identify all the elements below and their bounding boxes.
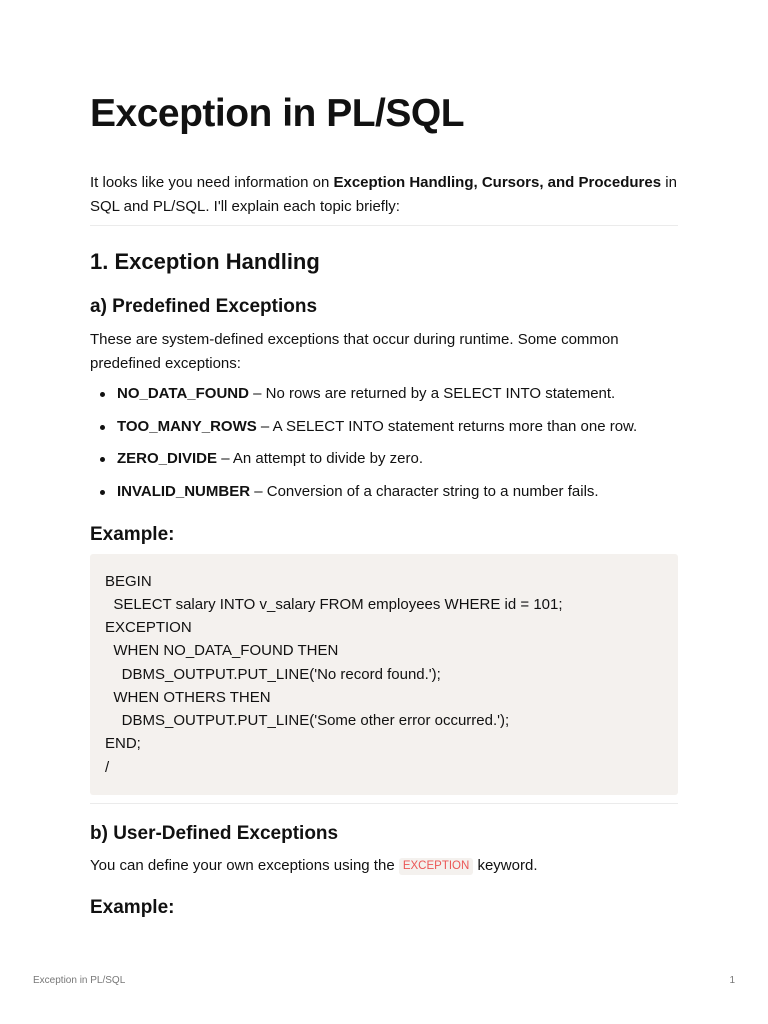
exception-description: – A SELECT INTO statement returns more than one row. (256, 417, 638, 435)
page-number: 1 (729, 975, 735, 986)
section-heading-exception-handling: 1. Exception Handling (90, 249, 320, 274)
code-line: END; (105, 735, 141, 752)
exception-description: – No rows are returned by a SELECT INTO statement. (248, 385, 616, 402)
intro-text-before: It looks like you need information on (90, 174, 334, 191)
bullet-icon (100, 457, 105, 462)
list-item (90, 384, 678, 417)
footer-title: Exception in PL/SQL (33, 975, 126, 986)
example-heading: Example: (90, 524, 175, 545)
exception-name: ZERO_DIVIDE (117, 450, 218, 468)
code-line: EXCEPTION (105, 619, 192, 636)
code-line: DBMS_OUTPUT.PUT_LINE('Some other error occurred.'); (105, 712, 510, 729)
code-line: WHEN NO_DATA_FOUND THEN (105, 642, 339, 659)
exception-name: INVALID_NUMBER (117, 483, 251, 501)
code-line: / (105, 759, 110, 776)
intro-bold-topics: Exception Handling, Cursors, and Procedures (333, 174, 662, 191)
inline-code-exception: EXCEPTION (399, 858, 473, 875)
code-line: DBMS_OUTPUT.PUT_LINE('No record found.'); (105, 666, 441, 683)
code-line: BEGIN (105, 573, 152, 590)
intro-paragraph (90, 171, 678, 218)
exception-name: TOO_MANY_ROWS (117, 417, 257, 435)
subheading-user-defined-exceptions: b) User-Defined Exceptions (90, 823, 339, 844)
list-item (90, 449, 678, 482)
exception-description: – Conversion of a character string to a number fails. (250, 483, 599, 501)
example-heading: Example: (90, 897, 175, 918)
subheading-predefined-exceptions: a) Predefined Exceptions (90, 296, 318, 317)
divider (90, 803, 678, 804)
bullet-icon (100, 490, 105, 495)
intro-text-after: in SQL and PL/SQL. I'll explain each topic briefly: (90, 174, 677, 215)
code-line: WHEN OTHERS THEN (105, 689, 271, 706)
user-defined-text-before: You can define your own exceptions using the (90, 857, 399, 874)
code-block (90, 554, 678, 795)
list-item (90, 417, 678, 450)
user-defined-description (90, 854, 678, 878)
divider (90, 225, 678, 226)
bullet-icon (100, 425, 105, 430)
bullet-icon (100, 392, 105, 397)
list-item (90, 482, 678, 515)
user-defined-text-after: keyword. (473, 857, 538, 874)
exception-description: – An attempt to divide by zero. (217, 450, 423, 468)
exception-name: NO_DATA_FOUND (117, 385, 249, 402)
page-title: Exception in PL/SQL (90, 92, 465, 135)
predefined-description: These are system-defined exceptions that occur during runtime. Some common predefined exceptions: (90, 331, 619, 372)
predefined-exceptions-list (90, 384, 678, 515)
code-line: SELECT salary INTO v_salary FROM employees WHERE id = 101; (105, 596, 563, 613)
